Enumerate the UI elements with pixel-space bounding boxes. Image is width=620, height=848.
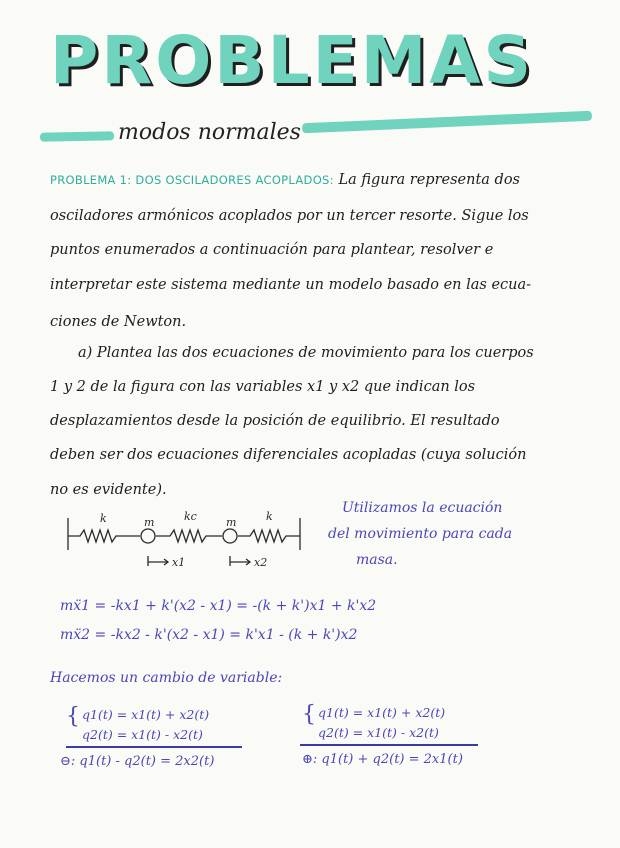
right-result [302, 752, 463, 767]
page-subtitle: modos normales [118, 120, 301, 145]
left-q2-definition: q2(t) = x1(t) - x2(t) [82, 727, 203, 742]
problem-text-4: ciones de Newton. [50, 314, 187, 330]
mass-left [141, 529, 155, 543]
right-q1-definition: q1(t) = x1(t) + x2(t) [318, 705, 446, 720]
label-k-right: k [266, 510, 273, 523]
note-line-2: masa. [356, 552, 398, 568]
page-title: PROBLEMAS [50, 22, 535, 99]
equation-1: mẍ1 = -kx1 + k'(x2 - x1) = -(k + k')x1 + k'x2 [60, 598, 377, 614]
left-result-text: : q1(t) - q2(t) = 2x2(t) [70, 754, 215, 769]
label-x2: x2 [254, 556, 268, 569]
plus-symbol: ⊕ [302, 752, 313, 767]
label-x1: x1 [172, 556, 186, 569]
left-result [60, 754, 214, 769]
label-k-left: k [100, 512, 107, 525]
problem-text-1: osciladores armónicos acoplados por un tercer resorte. Sigue los [50, 208, 529, 224]
label-m-left: m [144, 516, 155, 529]
right-q2-definition: q2(t) = x1(t) - x2(t) [318, 725, 439, 740]
part-a-line-2: desplazamientos desde la posición de equilibrio. El resultado [50, 413, 500, 429]
problem-text-3: interpretar este sistema mediante un modelo basado en las ecua- [50, 277, 532, 293]
mass-right [223, 529, 237, 543]
right-result-rule [300, 744, 478, 746]
left-q1-definition: q1(t) = x1(t) + x2(t) [82, 707, 210, 722]
problem-text-2: puntos enumerados a continuación para plantear, resolver e [50, 242, 494, 258]
spring-left [68, 530, 140, 542]
equation-2: mẍ2 = -kx2 - k'(x2 - x1) = k'x1 - (k + k')x2 [60, 627, 358, 643]
subtitle-underline-left [40, 131, 114, 141]
subtitle-underline-right [302, 111, 592, 134]
problem-line-1 [50, 172, 520, 188]
left-result-rule [66, 746, 242, 748]
label-kc: kc [184, 510, 197, 523]
minus-symbol: ⊖ [60, 754, 71, 769]
brace-right: { [302, 702, 316, 727]
part-a-line-4: no es evidente). [50, 482, 167, 498]
label-m-right: m [226, 516, 237, 529]
note-line-0: Utilizamos la ecuación [342, 500, 503, 516]
problem-text-0: La figura representa dos [338, 172, 520, 188]
problem-label: PROBLEMA 1: DOS OSCILADORES ACOPLADOS: [50, 173, 334, 187]
right-result-text: : q1(t) + q2(t) = 2x1(t) [312, 752, 463, 767]
coupled-oscillators-diagram [60, 508, 320, 578]
note-line-1: del movimiento para cada [328, 526, 513, 542]
part-a-line-0: a) Plantea las dos ecuaciones de movimiento para los cuerpos [78, 345, 534, 361]
change-variable-heading: Hacemos un cambio de variable: [50, 670, 283, 686]
brace-left: { [66, 704, 80, 729]
part-a-line-1: 1 y 2 de la figura con las variables x1 y x2 que indican los [50, 379, 476, 395]
spring-right [238, 530, 300, 542]
part-a-line-3: deben ser dos ecuaciones diferenciales acopladas (cuya solución [50, 447, 527, 463]
spring-center [156, 530, 222, 542]
